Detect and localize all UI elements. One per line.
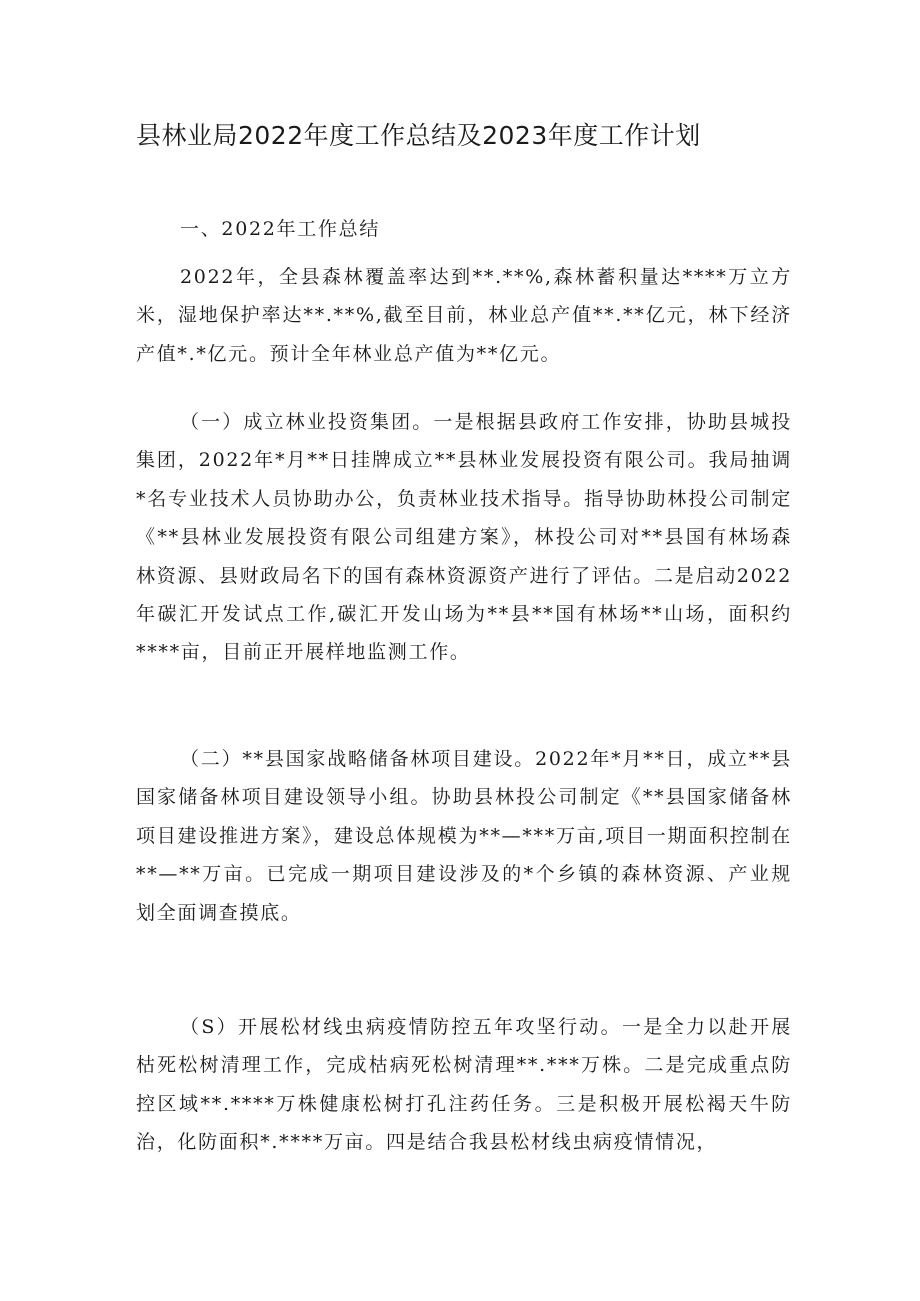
paragraph-summary: 2022年，全县森林覆盖率达到**.**%,森林蓄积量达****万立方米，湿地保护率达**.**%,截至目前，林业总产值**.**亿元，林下经济产值*.*亿元。预计全年林业总产值为**亿元。: [136, 266, 792, 365]
paragraph-strategic-reserve-forest: （二）**县国家战略储备林项目建设。2022年*月**日，成立**县国家储备林项目建设领导小组。协助县林投公司制定《**县国家储备林项目建设推进方案》，建设总体规模为**—***万亩,项目一期面积控制在**—**万亩。已完成一期项目建设涉及的*个乡镇的森林资源、产业规划全面调查摸底。: [136, 748, 792, 924]
document-title: 县林业局2022年度工作总结及2023年度工作计划: [136, 121, 701, 150]
paragraph-pine-wilt-control: （S）开展松材线虫病疫情防控五年攻坚行动。一是全力以赴开展枯死松树清理工作，完成枯病死松树清理**.***万株。二是完成重点防控区域**.****万株健康松树打孔注药任务。三是积极开展松褐天牛防治，化防面积*.****万亩。四是结合我县松材线虫病疫情情况，: [136, 1016, 792, 1154]
paragraph-forestry-investment-group: （一）成立林业投资集团。一是根据县政府工作安排，协助县城投集团，2022年*月**日挂牌成立**县林业发展投资有限公司。我局抽调*名专业技术人员协助办公，负责林业技术指导。指导协助林投公司制定《**县林业发展投资有限公司组建方案》，林投公司对**县国有林场森林资源、县财政局名下的国有森林资源资产进行了评估。二是启动2022年碳汇开发试点工作,碳汇开发山场为**县**国有林场**山场，面积约****亩，目前正开展样地监测工作。: [136, 411, 792, 664]
section-heading: 一、2022年工作总结: [180, 218, 381, 240]
